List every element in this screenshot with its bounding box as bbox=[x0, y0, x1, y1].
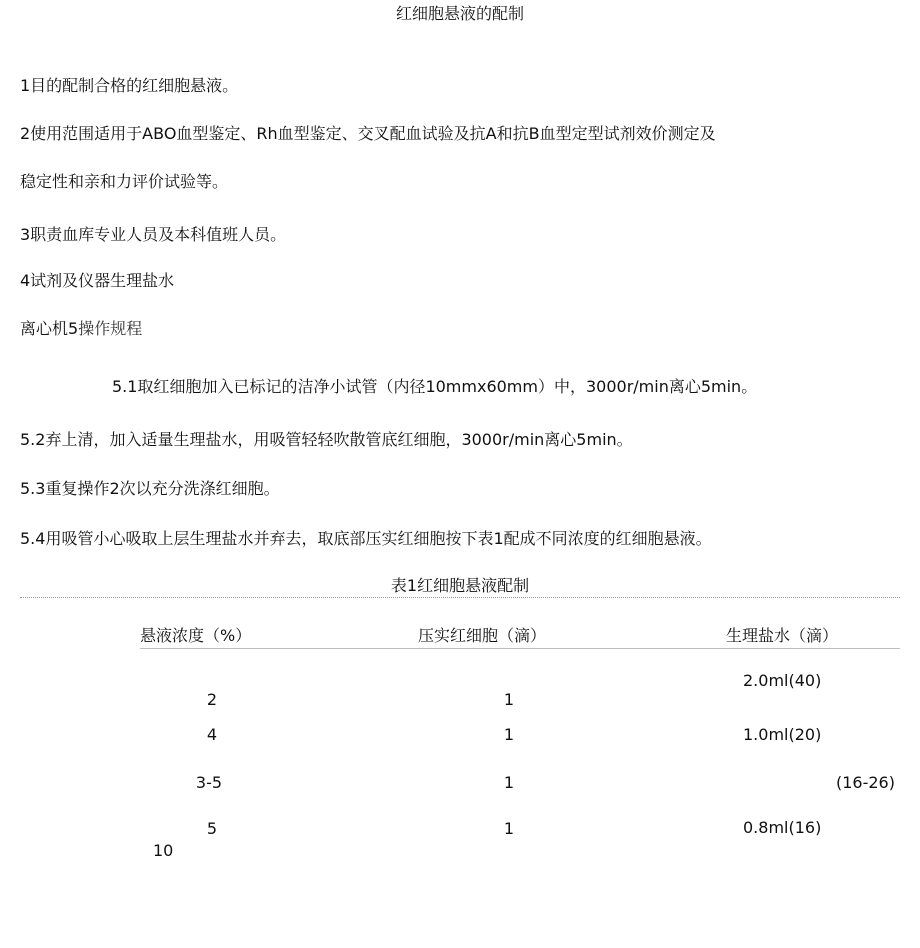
row3-packed-rbc: 1 bbox=[503, 773, 515, 792]
step-5-4: 5.4用吸管小心吸取上层生理盐水并弃去，取底部压实红细胞按下表1配成不同浓度的红细胞悬液。 bbox=[20, 529, 712, 548]
row4-saline: 0.8ml(16) bbox=[743, 818, 822, 837]
header-saline: 生理盐水（滴） bbox=[726, 626, 839, 645]
procedure-heading-part2: 操作规程 bbox=[78, 319, 143, 338]
row1-saline: 2.0ml(40) bbox=[743, 671, 822, 690]
document-title: 红细胞悬液的配制 bbox=[395, 4, 524, 23]
row2-saline: 1.0ml(20) bbox=[743, 725, 822, 744]
header-concentration: 悬液浓度（%） bbox=[140, 626, 252, 645]
step-5-2: 5.2弃上清，加入适量生理盐水，用吸管轻轻吹散管底红细胞，3000r/min离心5min。 bbox=[20, 430, 633, 449]
row3-saline: (16-26) bbox=[836, 773, 895, 792]
row4-packed-rbc: 1 bbox=[503, 819, 515, 838]
table-top-rule bbox=[20, 597, 900, 598]
row2-packed-rbc: 1 bbox=[503, 725, 515, 744]
row3-concentration: 3-5 bbox=[195, 773, 223, 792]
row2-concentration: 4 bbox=[206, 725, 218, 744]
step-5-1: 5.1取红细胞加入已标记的洁净小试管（内径10mmx60mm）中，3000r/min离心5min。 bbox=[112, 377, 758, 396]
step-5-3: 5.3重复操作2次以充分洗涤红细胞。 bbox=[20, 479, 280, 498]
scope-paragraph-line2: 稳定性和亲和力评价试验等。 bbox=[20, 172, 229, 191]
procedure-heading bbox=[20, 319, 142, 339]
header-packed-rbc: 压实红细胞（滴） bbox=[418, 626, 547, 645]
reagents-paragraph: 4试剂及仪器生理盐水 bbox=[20, 271, 175, 290]
procedure-heading-part1: 离心机5 bbox=[20, 319, 79, 338]
header-bottom-rule bbox=[140, 648, 900, 649]
row4-extra-value: 10 bbox=[153, 841, 174, 860]
scope-paragraph-line1: 2使用范围适用于ABO血型鉴定、Rh血型鉴定、交叉配血试验及抗A和抗B血型定型试剂效价测定及 bbox=[20, 124, 716, 143]
row1-concentration: 2 bbox=[206, 690, 218, 709]
purpose-paragraph: 1目的配制合格的红细胞悬液。 bbox=[20, 76, 239, 95]
row4-concentration: 5 bbox=[206, 819, 218, 838]
table-caption: 表1红细胞悬液配制 bbox=[390, 576, 530, 595]
row1-packed-rbc: 1 bbox=[503, 690, 515, 709]
responsibility-paragraph: 3职责血库专业人员及本科值班人员。 bbox=[20, 225, 287, 244]
